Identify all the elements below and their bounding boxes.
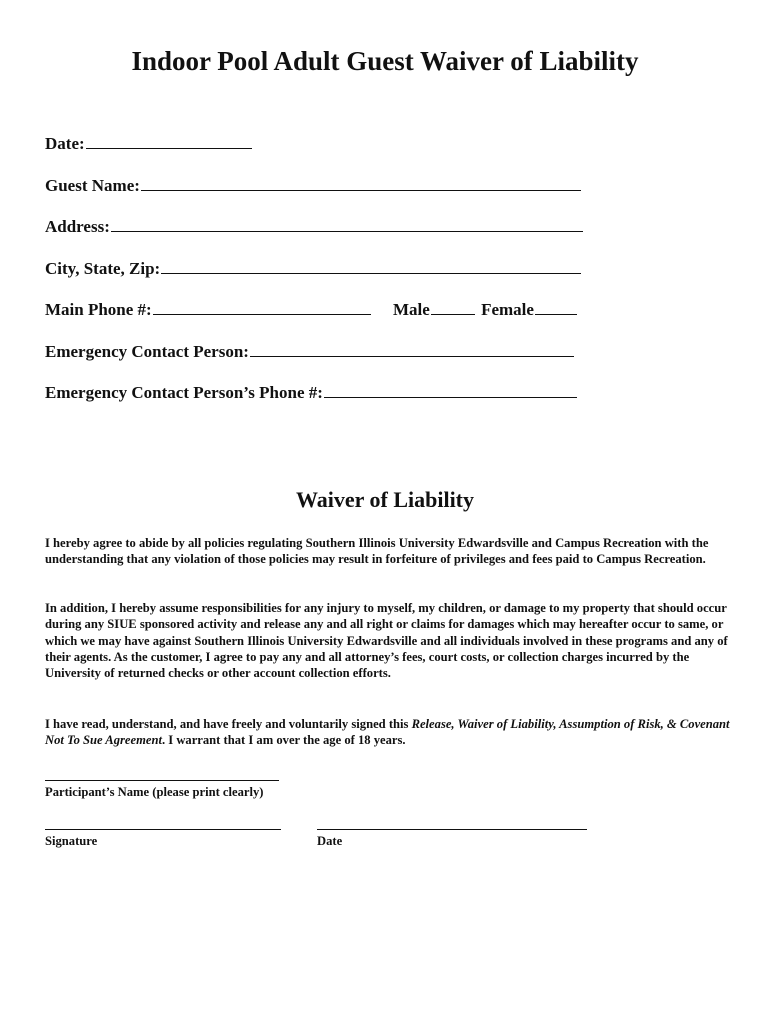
- paragraph-3-suffix: . I warrant that I am over the age of 18 years.: [161, 733, 406, 748]
- guest-name-input-line[interactable]: [141, 176, 581, 191]
- agreement-name: Release, Waiver of Liability, Assumption of Risk, & Covenant Not To Sue Agreement: [45, 717, 730, 748]
- city-state-zip-input-line[interactable]: [161, 259, 581, 274]
- male-input-line[interactable]: [431, 300, 475, 315]
- female-label: Female: [481, 300, 534, 319]
- main-phone-label: Main Phone #:: [45, 300, 152, 319]
- signature-line[interactable]: [45, 829, 281, 830]
- participant-name-label: Participant’s Name (please print clearly): [45, 785, 264, 799]
- paragraph-3-prefix: I have read, understand, and have freely and voluntarily signed this: [45, 717, 412, 731]
- date-field: [45, 134, 252, 154]
- male-label: Male: [393, 300, 430, 319]
- signature-label: Signature: [45, 834, 98, 848]
- female-input-line[interactable]: [535, 300, 577, 315]
- main-phone-field: [45, 300, 371, 320]
- gender-field: [393, 300, 577, 320]
- guest-name-label: Guest Name:: [45, 176, 140, 195]
- main-phone-input-line[interactable]: [153, 300, 371, 315]
- emergency-phone-field: [45, 383, 577, 403]
- participant-name-line[interactable]: [45, 780, 279, 781]
- form-title: Indoor Pool Adult Guest Waiver of Liability: [131, 46, 639, 76]
- date-input-line[interactable]: [86, 134, 252, 149]
- emergency-phone-input-line[interactable]: [324, 383, 577, 398]
- address-field: [45, 217, 583, 237]
- waiver-paragraph-1: I hereby agree to abide by all policies regulating Southern Illinois University Edwardsville and Campus Recreation with the understanding that any violation of those policies may result in forfeiture of privileges and fees paid to Campus Recreation.: [45, 536, 709, 567]
- date-signature-line[interactable]: [317, 829, 587, 830]
- emergency-contact-label: Emergency Contact Person:: [45, 342, 249, 361]
- city-state-zip-field: [45, 259, 581, 279]
- city-state-zip-label: City, State, Zip:: [45, 259, 161, 278]
- emergency-contact-input-line[interactable]: [250, 342, 574, 357]
- guest-name-field: [45, 176, 581, 196]
- waiver-heading: Waiver of Liability: [295, 487, 475, 512]
- waiver-paragraph-2: In addition, I hereby assume responsibilities for any injury to myself, my children, or damage to my property that should occur during any SIUE sponsored activity and release any and all right or claims for damages which may hereafter occur to same, or which we may have against Southern Illinois University Edwardsville and all individuals involved in these programs and any of their agents. As the customer, I agree to pay any and all attorney’s fees, court costs, or collection charges incurred by the University of returned checks or other account collection efforts.: [45, 601, 728, 681]
- waiver-paragraph-3: [45, 716, 730, 749]
- date-label: Date:: [45, 134, 85, 153]
- signature-date-label: Date: [317, 834, 343, 848]
- address-label: Address:: [45, 217, 110, 236]
- emergency-phone-label: Emergency Contact Person’s Phone #:: [45, 383, 323, 402]
- address-input-line[interactable]: [111, 217, 583, 232]
- emergency-contact-field: [45, 342, 574, 362]
